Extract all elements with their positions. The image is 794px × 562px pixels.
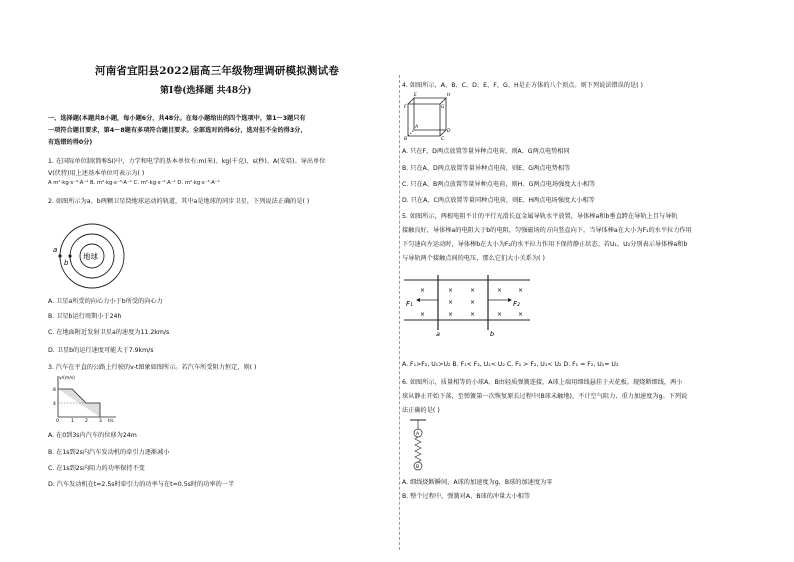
vertex-c: C [441,137,445,140]
t-tick-2: 2 [85,419,88,422]
svg-text:×: × [497,287,503,294]
q5-stem-4: 与导轨两个接触点间的电压，那么它们大小关系为( ) [402,255,545,262]
earth-label: 地球 [83,252,98,261]
satellite-a-dot [58,254,61,257]
cube-edge-2 [440,98,446,104]
spring [415,437,421,462]
satellite-a-label: a [53,246,58,254]
f2-arrowhead [508,298,512,302]
q2-option-b: B. 卫星b运行周期小于24h [48,313,122,320]
q1-options: A m²·kg·s⁻⁴·A⁻¹ B. m²·kg·s⁻³·A⁻¹ C. m²·kg·s⁻²·A⁻¹ D. m²·kg·s⁻¹·A⁻¹ [48,180,220,186]
svg-text:×: × [448,287,454,294]
svg-text:×: × [420,311,426,318]
vertex-h: H [447,93,451,98]
svg-text:×: × [518,287,524,294]
satellite-b-dot [68,254,71,257]
rod-a-label: a [436,330,440,338]
rails-figure [400,272,532,338]
q6-stem-1: 6. 如图所示，质量相等的小球A、B由轻质弹簧连接，A球上端用细线悬挂于天花板。现烧断细线，两小 [402,379,683,386]
q1-stem-1: 1. 在国际单位制(简称SI)中，力学和电学的基本单位有:m(米)、kg(千克)、s(秒)、A(安培)。导出单位 [48,158,326,165]
v-tick-8: 8 [53,388,56,393]
v-axis-label: v/(m/s) [59,376,75,381]
rod-b-label: b [490,330,495,338]
svg-text:×: × [448,311,454,318]
instructions-line-2: 一项符合题目要求，第4～8题有多项符合题目要求。全部选对的得6分，选对但不全的得3分， [48,127,307,134]
svg-text:×: × [518,311,524,318]
svg-text:×: × [470,311,476,318]
q3-option-b: B. 在1s到2s内汽车发动机的牵引力逐渐减小 [48,449,170,456]
q6-option-b: B. 整个过程中，弹簧对A、B球的冲量大小相等 [402,493,531,500]
satellite-b-label: b [64,259,69,267]
v-tick-4: 4 [53,402,56,407]
vertex-d: D [447,129,451,134]
magnetic-field-marks [420,287,523,318]
q4-option-d: D. 只在A、C两点放置等量同种点电荷，则E、H两点电场强度大小相等 [402,197,595,204]
q2-option-d: D. 卫星b的运行速度可能大于7.9km/s [48,347,154,354]
t-axis-label: t/s [108,419,114,422]
ball-a-label: A [416,432,420,437]
vertex-e: E [414,93,417,98]
vertex-b: B [404,137,408,140]
spring-balls-figure [408,418,428,474]
q5-stem-2: 接触良好，导体棒a的电阻大于b的电阻，匀强磁场的方向竖直向下。当导体棒a在大小为F₁的水平拉力作用 [402,227,692,234]
svg-text:×: × [497,311,503,318]
q5-stem-3: 下匀速向左运动时，导体棒b在大小为F₂的水平拉力作用下保持静止状态。若U₁、U₂分别表示导体棒a和b [402,241,688,248]
q2-stem: 2. 如图所示为a、b两颗卫星绕地球运动的轨道，其中a是地球的同步卫星，下列说法正确的是( ) [48,198,310,205]
cube-edge-1 [408,98,414,104]
t-tick-0: 0 [56,419,59,422]
f2-label: F₂ [513,300,520,308]
q3-option-d: D. 汽车发动机在t=2.5s时牵引力的功率与在t=0.5s时的功率的一半 [48,481,235,488]
svg-text:×: × [420,287,426,294]
vertex-a: A [415,125,419,130]
instructions-line-3: 有选错的得0分) [48,139,93,146]
t-tick-3: 3 [99,419,102,422]
cube-figure [404,88,462,140]
q6-stem-3: 法正确的是( ) [402,407,440,414]
q4-option-a: A. 只在F、D两点放置等量异种点电荷，则A、G两点电势相同 [402,148,570,155]
q4-option-b: B. 只在A、D两点放置等量异种点电荷，则E、G两点电势相等 [402,165,571,172]
ball-b-label: B [416,465,420,470]
q3-option-a: A. 在0到3s内汽车的位移为24m [48,432,137,439]
q6-stem-2: 球从静止开始下落，至弹簧第一次恢复原长过程中(B球未触地)，不计空气阻力，重力加速度为g。下列说 [402,393,688,400]
q6-option-a: A. 细线烧断瞬间，A球的加速度为g，B球的加速度为零 [402,479,553,486]
cube-edge-3 [440,130,446,136]
page-title: 河南省宜阳县2022届高三年级物理调研模拟测试卷 [95,65,340,77]
vt-graph [48,372,118,422]
vertex-g: G [441,105,445,110]
section-title: 第Ⅰ卷(选择题 共48分) [160,86,252,96]
q4-stem: 4. 如图所示，A、B、C、D、E、F、G、H是正方体的八个顶点。则下列说法错误的是( ) [402,82,643,89]
q5-options: A. F₁>F₂, U₁>U₂ B. F₁< F₂, U₁< U₂ C. F₁ > F₂, U₁< U₂ D. F₁ = F₂, U₁= U₂ [402,361,619,368]
q3-stem: 3. 汽车在平直的公路上行驶的v-t图象如图所示。若汽车所受阻力恒定，则( ) [48,364,257,371]
q2-option-c: C. 在地面附近发射卫星a的速度为11.2km/s [48,329,170,336]
f1-arrowhead [416,298,420,302]
satellite-orbit-figure [52,212,132,292]
svg-text:×: × [470,299,476,306]
f1-label: F₁ [406,300,413,308]
vertex-f: F [404,105,407,110]
instructions-line-1: 一、选择题(本题共8小题，每小题6分，共48分。在每小题给出的四个选项中，第1～3题只有 [48,115,306,122]
t-tick-1: 1 [71,419,74,422]
q4-option-c: C. 只在A、B两点放置等量异种点电荷，则H、G两点电场强度大小相等 [402,181,596,188]
cube-hidden-edge [408,130,414,136]
q2-option-a: A. 卫星a所受的向心力小于b所受的向心力 [48,298,163,305]
q5-stem-1: 5. 如图所示，两根电阻不计的平行光滑长直金属导轨水平放置，导体棒a和b垂直跨在导轨上且与导轨 [402,213,678,220]
q3-option-c: C. 在1s到2s内阻力的功率保持不变 [48,465,145,472]
svg-text:×: × [470,287,476,294]
svg-text:×: × [448,299,454,306]
q1-stem-2: V(伏特)用上述基本单位可表示为( ) [48,170,145,177]
